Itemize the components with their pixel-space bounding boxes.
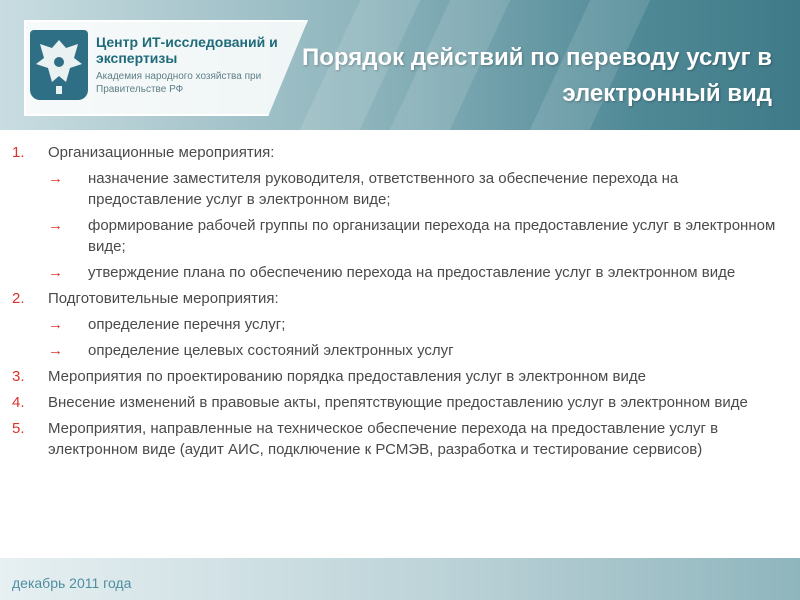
arrow-icon: → [48,264,63,281]
item-text: Подготовительные мероприятия: [48,290,279,307]
action-list [12,142,782,465]
footer-date: декабрь 2011 года [12,575,132,591]
list-item [12,142,782,163]
item-number: 5. [12,420,25,437]
page-title: Порядок действий по переводу услуг в электронный вид [302,44,772,107]
sub-item [48,215,782,257]
item-text: Организационные мероприятия: [48,144,275,161]
arrow-icon: → [48,170,63,187]
item-number: 3. [12,368,25,385]
item-text: Мероприятия, направленные на техническое обеспечение перехода на предоставление услуг в электронном виде (аудит АИС, подключение к РСМЭВ, разработка и тестирование сервисов) [48,420,719,458]
arrow-icon: → [48,316,63,333]
list-item [12,288,782,309]
sub-item-text: формирование рабочей группы по организации перехода на предоставление услуг в электронном виде; [88,217,776,255]
list-item [12,418,782,460]
item-number: 4. [12,394,25,411]
org-subtitle: Академия народного хозяйства при Правительстве РФ [96,71,262,95]
item-number: 1. [12,144,25,161]
item-text: Мероприятия по проектированию порядка предоставления услуг в электронном виде [48,368,646,385]
arrow-icon: → [48,217,63,234]
sub-item [48,314,782,335]
sub-item-text: утверждение плана по обеспечению перехода на предоставление услуг в электронном виде [88,264,736,281]
sub-item-text: определение перечня услуг; [88,316,286,333]
sub-item [48,168,782,210]
sub-item [48,340,782,361]
arrow-icon: → [48,342,63,359]
sub-item-text: определение целевых состояний электронных услуг [88,342,454,359]
item-text: Внесение изменений в правовые акты, препятствующие предоставлению услуг в электронном виде [48,394,748,411]
item-number: 2. [12,290,25,307]
list-item [12,366,782,387]
eagle-emblem-icon [30,30,88,100]
sub-item-text: назначение заместителя руководителя, ответственного за обеспечение перехода на предоставление услуг в электронном виде; [88,170,679,208]
sub-item [48,262,782,283]
org-name: Центр ИТ-исследований и экспертизы [96,34,278,66]
list-item [12,392,782,413]
